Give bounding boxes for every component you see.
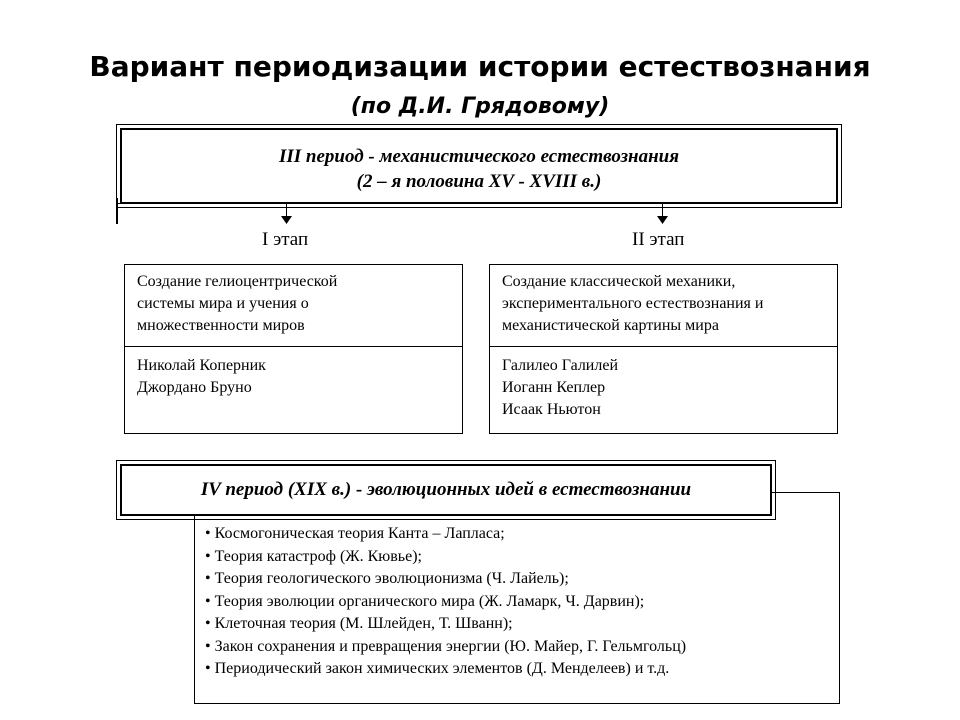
period-4-title: IV период (XIX в.) - эволюционных идей в естествознании [200, 479, 692, 500]
stage-2-people [490, 347, 837, 421]
left-bracket-line [116, 198, 118, 224]
person-name: Иоганн Кеплер [502, 379, 606, 396]
person-name: Николай Коперник [137, 357, 266, 374]
period-4-box [120, 464, 772, 516]
list-item: • Периодический закон химических элементов (Д. Менделеев) и т.д. [205, 660, 670, 677]
period-3-title: III период - механистического естествознания [279, 146, 679, 167]
stage-2-description [490, 265, 837, 347]
list-item: • Теория катастроф (Ж. Кювье); [205, 547, 422, 565]
description-line: системы мира и учения о [137, 295, 309, 312]
stage-1-people [125, 347, 462, 399]
list-item: • Закон сохранения и превращения энергии (Ю. Майер, Г. Гельмгольц) [205, 637, 687, 655]
description-line: множественности миров [137, 317, 305, 334]
list-item: • Клеточная теория (М. Шлейден, Т. Шванн); [205, 615, 513, 632]
arrow-down-icon [281, 216, 292, 224]
stage-2-box [489, 264, 838, 434]
stage-1-box [124, 264, 463, 434]
description-line: Создание классической механики, [502, 273, 736, 290]
person-name: Джордано Бруно [137, 379, 252, 396]
stage-1-description [125, 265, 462, 347]
period-3-dates: (2 – я половина XV - XVIII в.) [356, 171, 602, 192]
list-item: • Теория эволюции органического мира (Ж. Ламарк, Ч. Дарвин); [205, 592, 645, 610]
person-name: Галилео Галилей [502, 357, 619, 374]
arrow-down-icon [657, 216, 668, 224]
period-3-box [120, 128, 838, 204]
list-item: • Космогоническая теория Канта – Лапласа; [205, 525, 505, 542]
achievements-list [194, 492, 840, 704]
description-line: экспериментального естествознания и [502, 295, 764, 312]
slide-title: Вариант периодизации истории естествознания [89, 50, 871, 83]
description-line: Создание гелиоцентрической [137, 273, 338, 290]
stage-1-label: I этап [262, 229, 309, 250]
slide-subtitle: (по Д.И. Грядовому) [350, 94, 610, 119]
description-line: механистической картины мира [502, 317, 719, 334]
list-item: • Теория геологического эволюционизма (Ч. Лайель); [205, 570, 569, 587]
stage-2-label: II этап [632, 229, 685, 250]
person-name: Исаак Ньютон [502, 401, 601, 418]
